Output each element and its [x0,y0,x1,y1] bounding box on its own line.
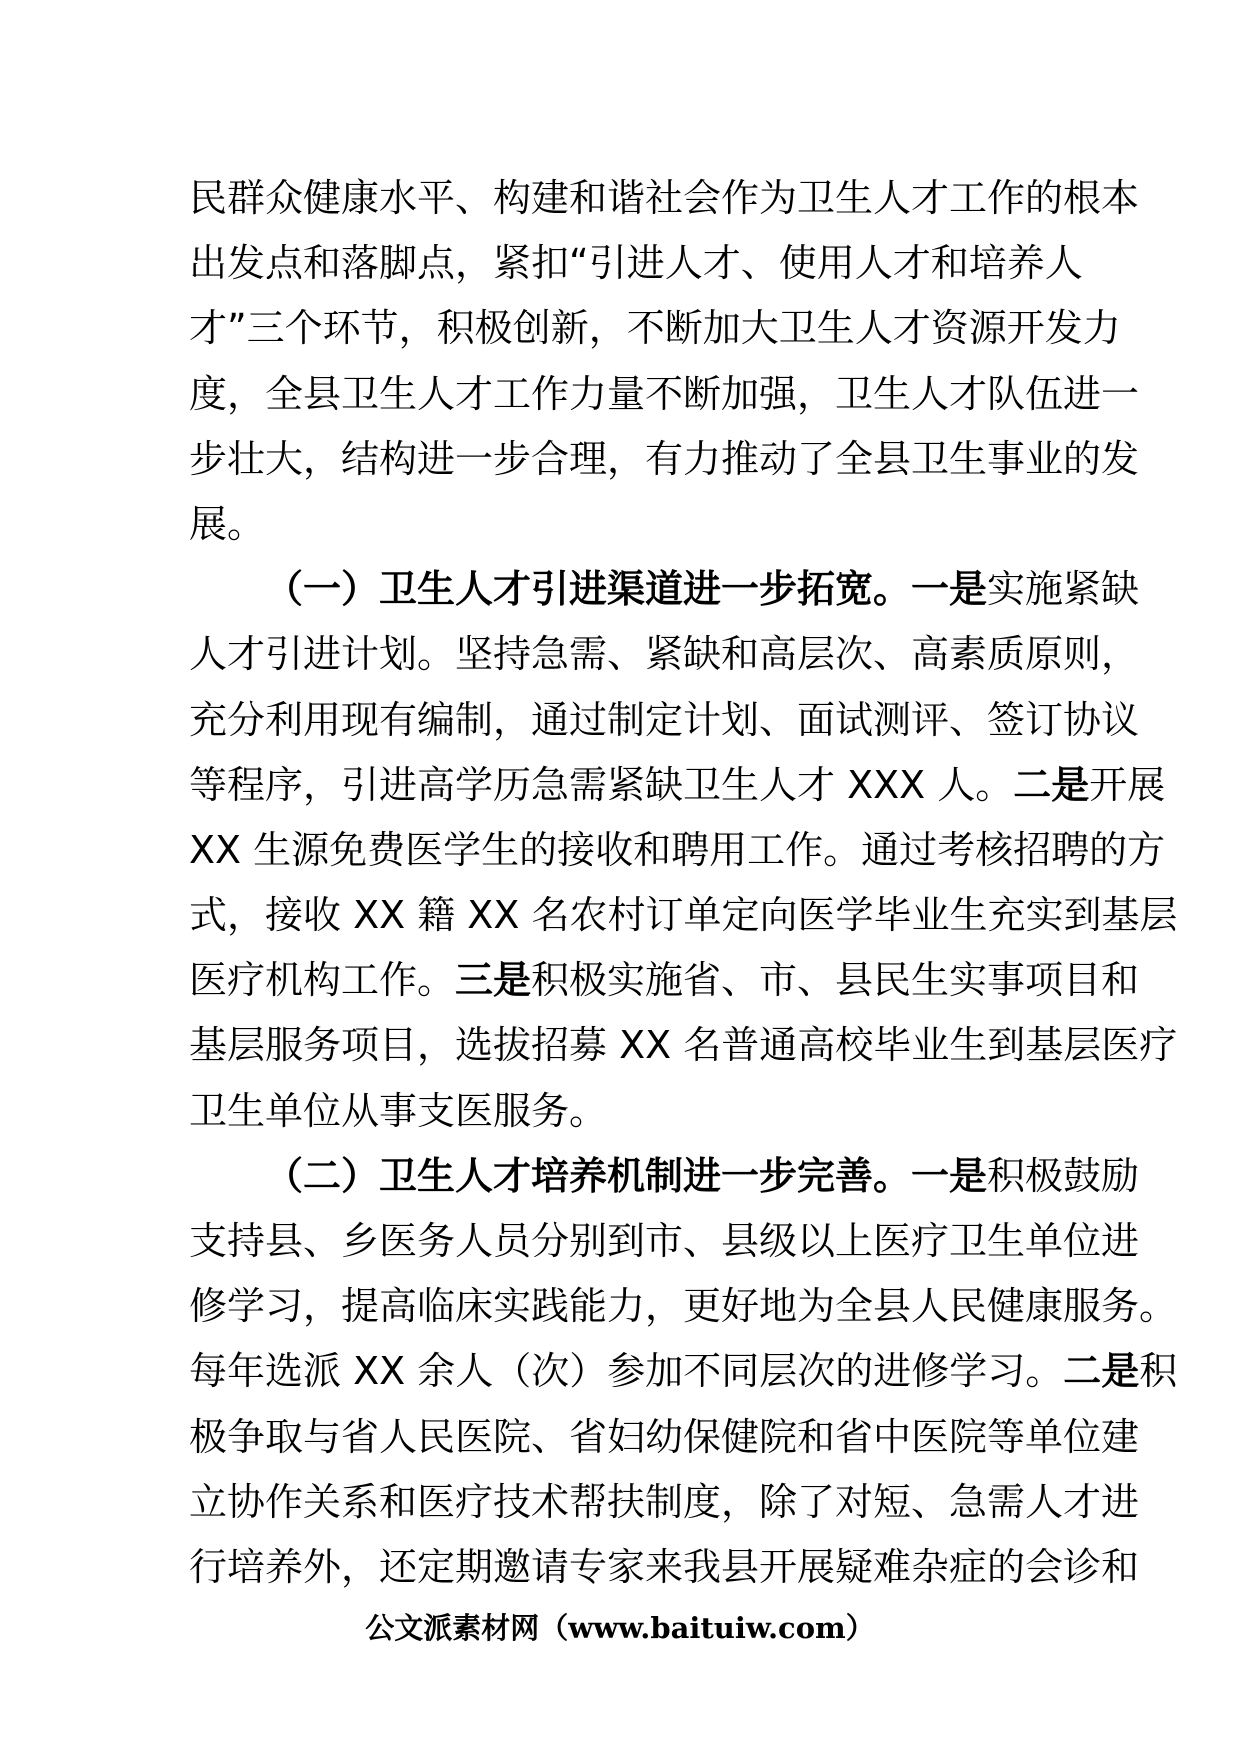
emphasis-run: 二是 [1013,762,1090,807]
text-run: 等程序，引进高学历急需紧缺卫生人才 XXX 人。 [189,762,1014,807]
text-line [189,296,1121,361]
footer-watermark: 公文派素材网（www.baituiw.com） [365,1611,875,1645]
text-line [189,1339,1178,1404]
text-line [189,231,1083,296]
text-line [189,1535,1140,1600]
text-run: 积极鼓励 [987,1153,1140,1198]
text-run: 医疗机构工作。 [189,958,456,1003]
emphasis-run: 三是 [455,958,532,1003]
section-heading-line [189,1144,1140,1209]
text-run: 行培养外，还定期邀请专家来我县开展疑难杂症的会诊和 [189,1544,1140,1589]
text-line [189,883,1178,948]
text-line [189,622,1140,687]
text-run: 步壮大，结构进一步合理，有力推动了全县卫生事业的发 [189,436,1140,481]
text-run: 人才引进计划。坚持急需、紧缺和高层次、高素质原则， [189,632,1140,677]
text-run: 展。 [189,501,266,546]
text-line [189,753,1166,818]
text-line [189,1405,1140,1470]
text-run: 基层服务项目，选拔招募 XX 名普通高校毕业生到基层医疗 [189,1023,1178,1068]
text-run: 每年选派 XX 余人（次）参加不同层次的进修学习。 [189,1349,1064,1394]
text-line [189,1274,1178,1339]
text-run: 开展 [1089,762,1166,807]
text-line [189,166,1140,231]
text-line [189,818,1166,883]
text-line [189,492,1069,557]
text-run: 立协作关系和医疗技术帮扶制度，除了对短、急需人才进 [189,1479,1140,1524]
text-line [189,1013,1178,1078]
section-heading: （二）卫生人才培养机制进一步完善。一是 [265,1153,988,1198]
emphasis-run: 二是 [1063,1349,1140,1394]
text-line [189,362,1140,427]
text-run: 修学习，提高临床实践能力，更好地为全县人民健康服务。 [189,1284,1178,1329]
text-run: 实施紧缺 [987,567,1140,612]
text-line [189,1079,1069,1144]
text-run: 式，接收 XX 籍 XX 名农村订单定向医学毕业生充实到基层 [189,893,1178,938]
text-run: 充分利用现有编制，通过制定计划、面试测评、签订协议 [189,697,1140,742]
section-heading: （一）卫生人才引进渠道进一步拓宽。一是 [265,567,988,612]
text-run: 积极实施省、市、县民生实事项目和 [531,958,1140,1003]
text-run: 出发点和落脚点，紧扣“引进人才、使用人才和培养人 [189,241,1083,286]
text-run: 极争取与省人民医院、省妇幼保健院和省中医院等单位建 [189,1414,1140,1459]
text-run: XX 生源免费医学生的接收和聘用工作。通过考核招聘的方 [189,827,1166,872]
text-line [189,1470,1140,1535]
text-run: 民群众健康水平、构建和谐社会作为卫生人才工作的根本 [189,176,1140,220]
text-line [189,688,1140,753]
text-run: 才”三个环节，积极创新，不断加大卫生人才资源开发力 [189,306,1121,351]
document-body [189,166,1178,1600]
text-line [189,427,1140,492]
text-run: 支持县、乡医务人员分别到市、县级以上医疗卫生单位进 [189,1219,1140,1263]
section-heading-line [189,557,1140,622]
text-line [189,1209,1140,1274]
text-run: 积 [1139,1349,1178,1394]
text-line [189,948,1140,1013]
text-run: 卫生单位从事支医服务。 [189,1088,608,1133]
text-run: 度，全县卫生人才工作力量不断加强，卫生人才队伍进一 [189,371,1140,416]
